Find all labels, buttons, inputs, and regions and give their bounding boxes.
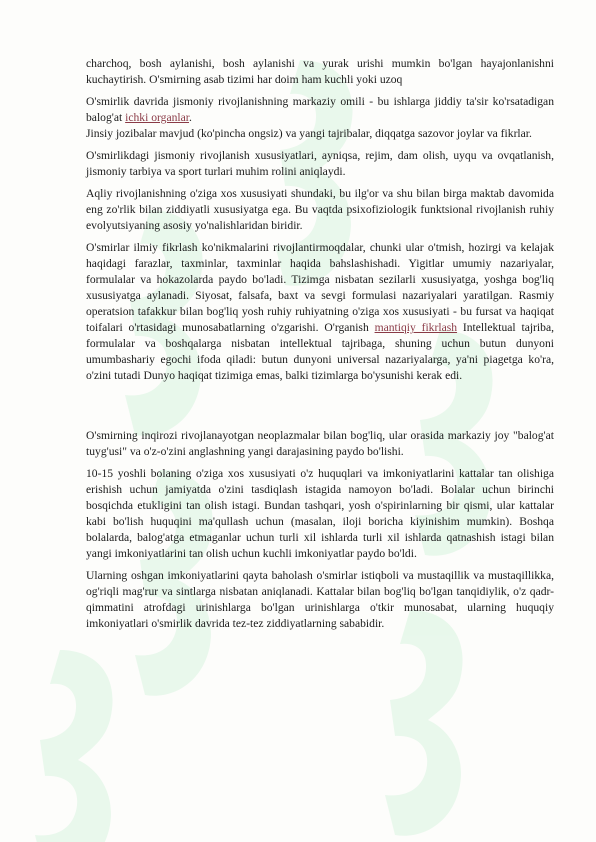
paragraph-2: O'smirlik davrida jismoniy rivojlanishning markaziy omili - bu ishlarga jiddiy ta'sir ko'rsatadigan balog'at ichki organlar.	[86, 95, 554, 124]
link-ichki-organlar[interactable]: ichki organlar	[125, 111, 189, 124]
paragraph-1: charchoq, bosh aylanishi, bosh aylanishi va yurak urishi mumkin bo'lgan hayajonlanishni kuchaytirish. O'smirning asab tizimi har doim ham kuchli yoki uzoq	[86, 57, 554, 86]
document-body	[86, 56, 554, 638]
paragraph-5: Aqliy rivojlanishning o'ziga xos xususiyati shundaki, bu ilg'or va shu bilan birga maktab davomida eng zo'rlik bilan ziddiyatli xususiyatga ega. Bu vaqtda psixofiziologik funktsional rivojlanish ruhiy evolyutsiyaning asosiy yo'nalishlaridan biridir.	[86, 187, 554, 232]
paragraph-6: O'smirlar ilmiy fikrlash ko'nikmalarini rivojlantirmoqdalar, chunki ular o'tmish, hozirgi va kelajak haqidagi farazlar, taxminlar, taxminlar haqida bahslashishadi. Yigitlar umumiy nazariyalar, formulalar va hokazolarda paydo bo'ladi. Tizimga nisbatan sezilarli xususiyatga, yoshga bog'liq xususiyatga aylanadi. Siyosat, falsafa, baxt va sevgi formulasi nazariyalari yaratilgan. Rasmiy operatsion tafakkur bilan bog'liq yosh ruhiy ruhiyatning o'ziga xos xususiyati - bu fursat va haqiqat toifalari o'rtasidagi munosabatlarning o'zgarishi. O'rganish mantiqiy fikrlash Intellektual tajriba, formulalar va boshqalarga nisbatan intellektual tajribaga, shuning uchun butun dunyoni umumbashariy egochi ifoda qiladi: butun dunyoni universal nazariyalarga, ya'ni piagetga ko'ra, o'zini tutadi Dunyo haqiqat tizimiga emas, balki tizimlarga bo'ysunishi kerak edi.	[86, 241, 554, 382]
paragraph-8: 10-15 yoshli bolaning o'ziga xos xususiyati o'z huquqlari va imkoniyatlarini kattalar tan olishiga erishish uchun jamiyatda o'zini tasdiqlash istagida namoyon bo'ladi. Bolalar uchun birinchi bosqichda etukligini tan olish istagi. Bundan tashqari, yosh o'spirinlarning bir qismi, ular kattalar kabi bo'lish huquqini ma'qullash uchun (masalan, iloji boricha kiyinishim mumkin). Boshqa bolalarda, balog'atga etmaganlar uchun turli xil ishlarda turli xil ishlarda qatnashish istagi bilan yangi imkoniyatlarini tan olish uchun kuchli imkoniyatlar paydo bo'ldi.	[86, 467, 554, 560]
paragraph-4: O'smirlikdagi jismoniy rivojlanish xususiyatlari, ayniqsa, rejim, dam olish, uyqu va ovqatlanish, jismoniy tarbiya va sport turlari muhim rolini aniqlaydi.	[86, 149, 554, 178]
link-mantiqiy-fikrlash[interactable]: mantiqiy fikrlash	[374, 321, 458, 334]
spacer	[86, 390, 554, 428]
paragraph-9: Ularning oshgan imkoniyatlarini qayta baholash o'smirlar istiqboli va mustaqillik va mustaqillikka, og'riqli mag'rur va sintlarga nisbatan aniqlanadi. Kattalar bilan bog'liq bo'lgan tanqidiylik, o'z qadr-qimmatini atrofdagi urinishlarga bo'lgan urinishlarga o'tkir munosabat, ularning huquqiy imkoniyatlari o'smirlik davrida tez-tez ziddiyatlarning sababidir.	[86, 569, 554, 630]
paragraph-7: O'smirning inqirozi rivojlanayotgan neoplazmalar bilan bog'liq, ular orasida markaziy joy "balog'at tuyg'usi" va o'z-o'zini anglashning yangi darajasining paydo bo'lishi.	[86, 429, 554, 458]
paragraph-3: Jinsiy jozibalar mavjud (ko'pincha ongsiz) va yangi tajribalar, diqqatga sazovor joylar va fikrlar.	[86, 127, 532, 140]
